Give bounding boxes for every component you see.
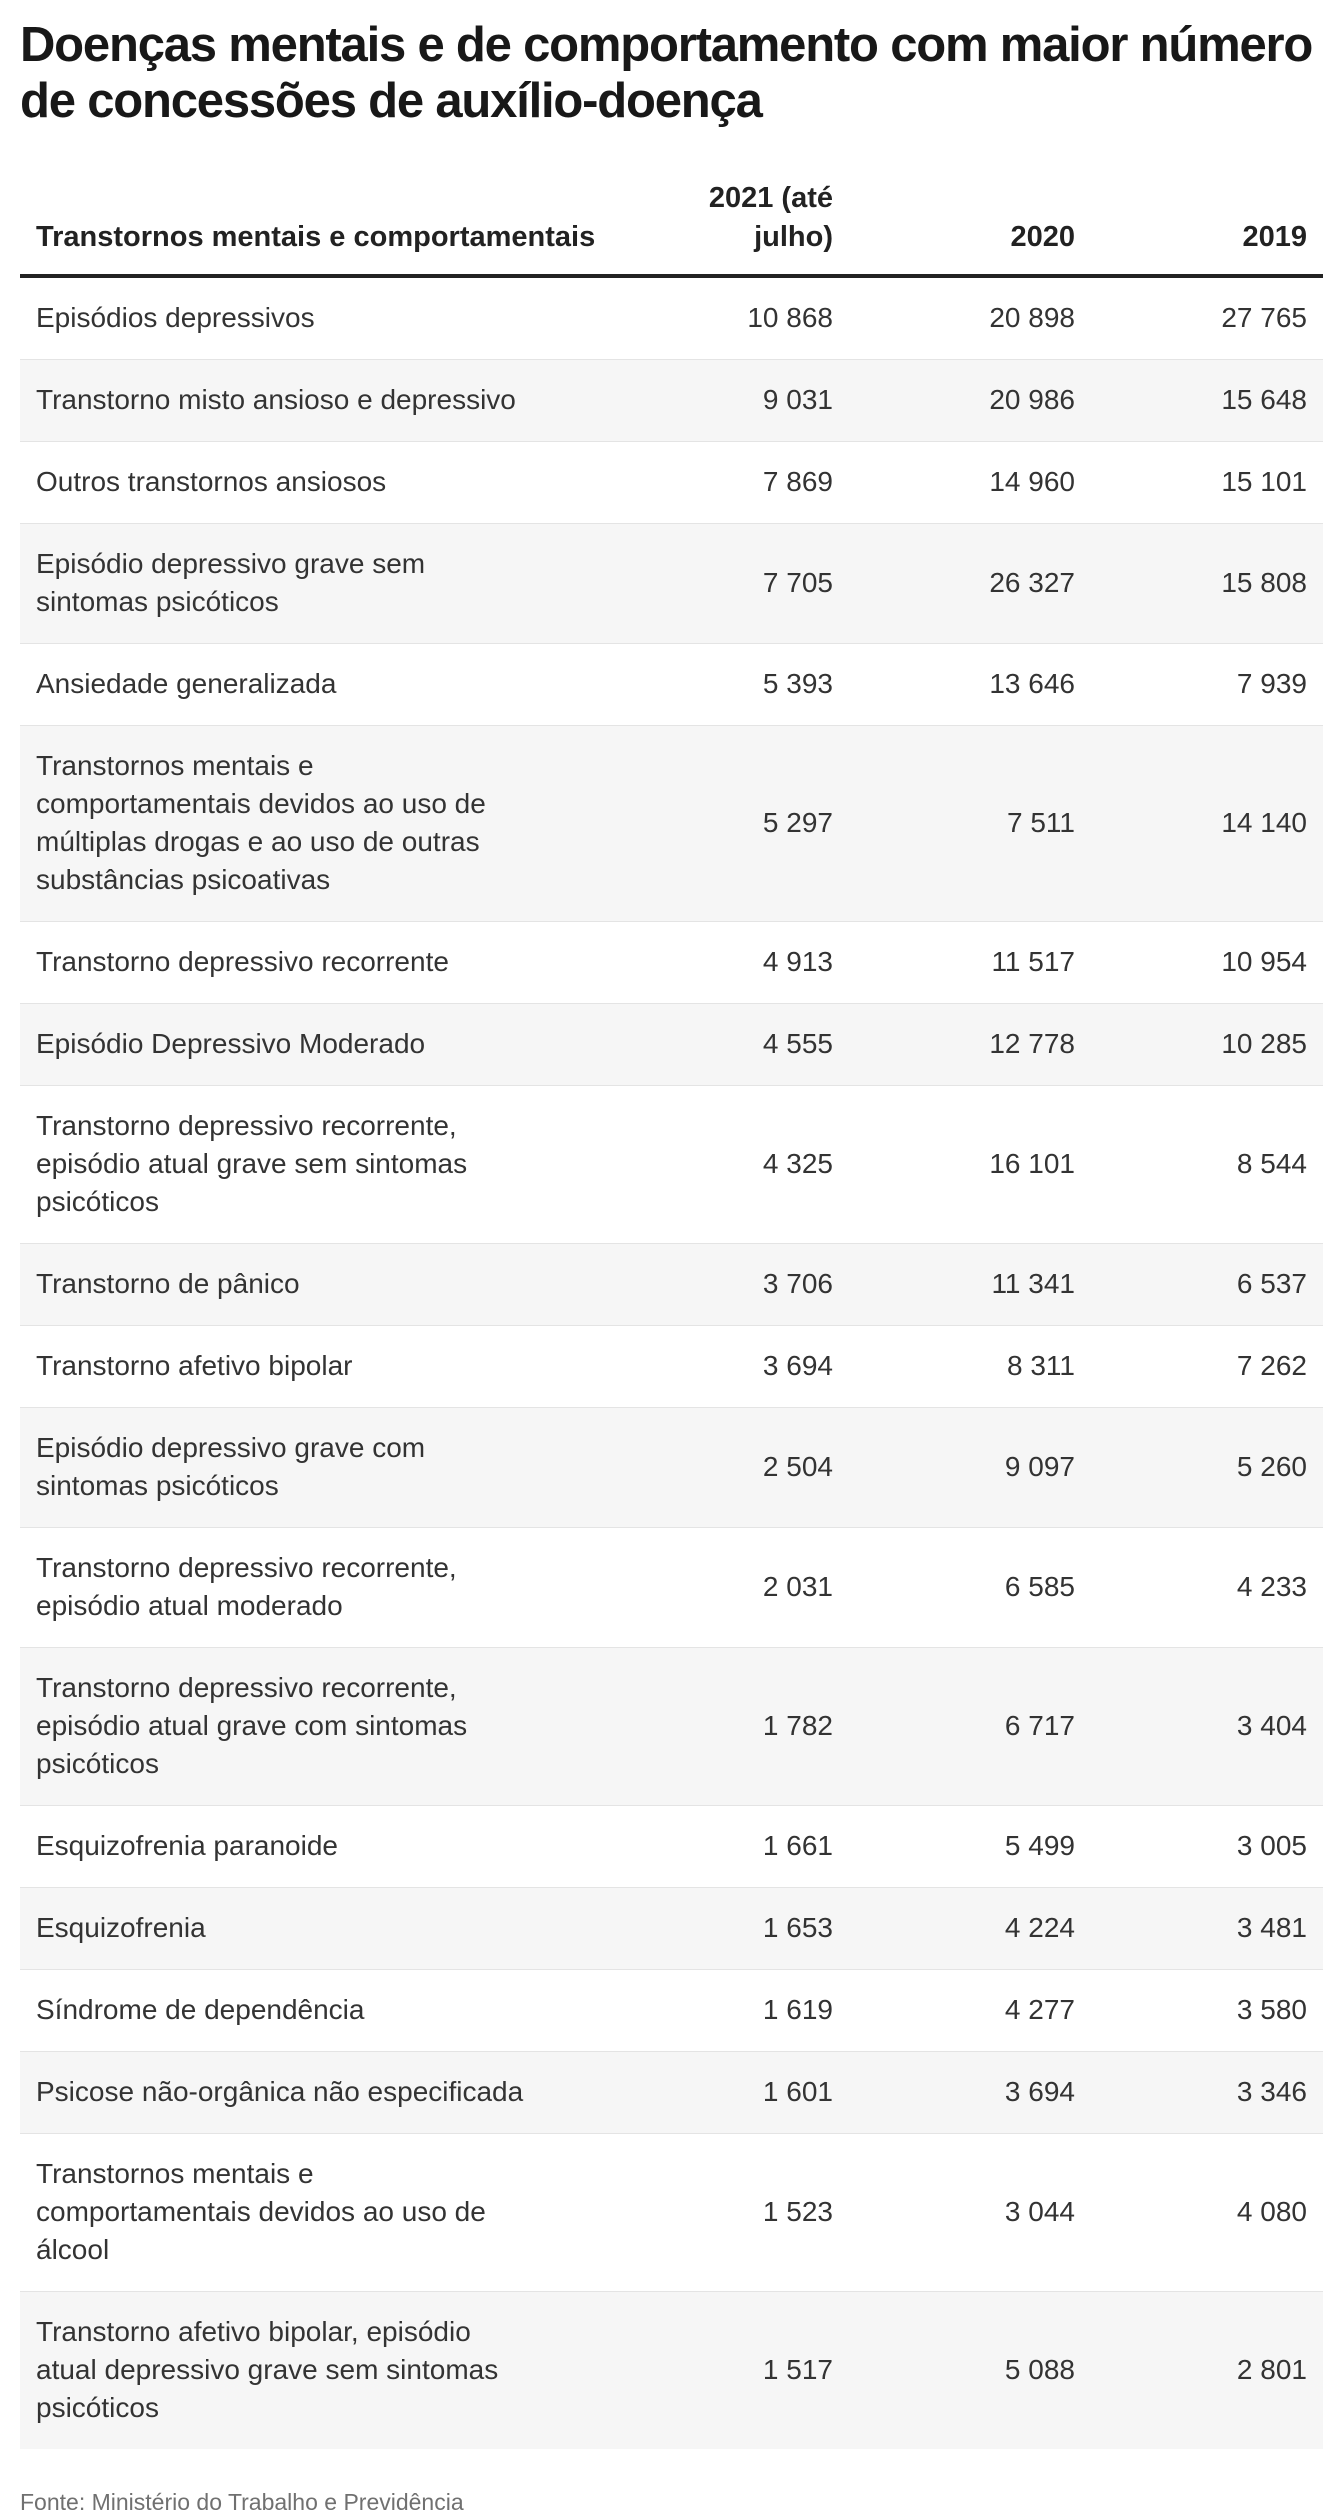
value-2019: 15 808: [1091, 524, 1323, 644]
value-2021: 7 705: [620, 524, 849, 644]
table-header-row: [20, 179, 1323, 276]
chart-container: [20, 0, 1323, 2517]
value-2021: 4 325: [620, 1086, 849, 1244]
table-row: [20, 1004, 1323, 1086]
value-2019: 10 954: [1091, 922, 1323, 1004]
row-label: Outros transtornos ansiosos: [20, 442, 620, 524]
value-2021: 2 504: [620, 1408, 849, 1528]
value-2020: 5 088: [849, 2292, 1091, 2450]
value-2019: 10 285: [1091, 1004, 1323, 1086]
table-row: [20, 922, 1323, 1004]
value-2020: 16 101: [849, 1086, 1091, 1244]
column-header-2019: 2019: [1091, 179, 1323, 276]
value-2019: 2 801: [1091, 2292, 1323, 2450]
value-2019: 3 346: [1091, 2052, 1323, 2134]
column-header-category: Transtornos mentais e comportamentais: [20, 179, 620, 276]
value-2019: 3 404: [1091, 1648, 1323, 1806]
value-2019: 4 233: [1091, 1528, 1323, 1648]
value-2021: 10 868: [620, 276, 849, 360]
value-2020: 13 646: [849, 644, 1091, 726]
table-row: [20, 1888, 1323, 1970]
page-title: Doenças mentais e de comportamento com maior número de concessões de auxílio-doença: [20, 18, 1313, 128]
value-2021: 1 782: [620, 1648, 849, 1806]
row-label: Ansiedade generalizada: [20, 644, 620, 726]
value-2020: 3 694: [849, 2052, 1091, 2134]
value-2021: 1 601: [620, 2052, 849, 2134]
value-2020: 4 224: [849, 1888, 1091, 1970]
row-label: Episódio depressivo grave sem sintomas psicóticos: [20, 524, 620, 644]
value-2019: 5 260: [1091, 1408, 1323, 1528]
value-2019: 3 005: [1091, 1806, 1323, 1888]
value-2021: 1 653: [620, 1888, 849, 1970]
value-2019: 27 765: [1091, 276, 1323, 360]
table-row: [20, 442, 1323, 524]
value-2019: 3 481: [1091, 1888, 1323, 1970]
value-2019: 15 648: [1091, 360, 1323, 442]
value-2019: 8 544: [1091, 1086, 1323, 1244]
value-2020: 11 517: [849, 922, 1091, 1004]
value-2021: 5 297: [620, 726, 849, 922]
table-row: [20, 644, 1323, 726]
table-row: [20, 726, 1323, 922]
value-2020: 12 778: [849, 1004, 1091, 1086]
value-2021: 9 031: [620, 360, 849, 442]
value-2020: 14 960: [849, 442, 1091, 524]
row-label: Transtorno afetivo bipolar: [20, 1326, 620, 1408]
row-label: Transtornos mentais e comportamentais devidos ao uso de múltiplas drogas e ao uso de outras substâncias psicoativas: [20, 726, 620, 922]
value-2020: 11 341: [849, 1244, 1091, 1326]
table-row: [20, 360, 1323, 442]
value-2020: 3 044: [849, 2134, 1091, 2292]
table-row: [20, 1528, 1323, 1648]
row-label: Esquizofrenia: [20, 1888, 620, 1970]
table-row: [20, 1326, 1323, 1408]
table-row: [20, 2292, 1323, 2450]
column-header-2020: 2020: [849, 179, 1091, 276]
value-2019: 14 140: [1091, 726, 1323, 922]
row-label: Transtorno afetivo bipolar, episódio atual depressivo grave sem sintomas psicóticos: [20, 2292, 620, 2450]
row-label: Transtorno misto ansioso e depressivo: [20, 360, 620, 442]
table-row: [20, 524, 1323, 644]
table-header: [20, 179, 1323, 276]
row-label: Esquizofrenia paranoide: [20, 1806, 620, 1888]
table-row: [20, 1648, 1323, 1806]
value-2021: 4 913: [620, 922, 849, 1004]
value-2021: 3 706: [620, 1244, 849, 1326]
value-2021: 4 555: [620, 1004, 849, 1086]
value-2019: 4 080: [1091, 2134, 1323, 2292]
value-2020: 6 585: [849, 1528, 1091, 1648]
table-row: [20, 1408, 1323, 1528]
value-2020: 9 097: [849, 1408, 1091, 1528]
value-2021: 1 523: [620, 2134, 849, 2292]
table-row: [20, 1806, 1323, 1888]
row-label: Transtornos mentais e comportamentais devidos ao uso de álcool: [20, 2134, 620, 2292]
row-label: Síndrome de dependência: [20, 1970, 620, 2052]
table-row: [20, 2052, 1323, 2134]
value-2020: 20 898: [849, 276, 1091, 360]
value-2019: 6 537: [1091, 1244, 1323, 1326]
value-2021: 5 393: [620, 644, 849, 726]
value-2019: 7 262: [1091, 1326, 1323, 1408]
value-2020: 7 511: [849, 726, 1091, 922]
value-2021: 3 694: [620, 1326, 849, 1408]
table-row: [20, 1244, 1323, 1326]
value-2019: 15 101: [1091, 442, 1323, 524]
row-label: Episódios depressivos: [20, 276, 620, 360]
table-body: [20, 276, 1323, 2449]
row-label: Episódio Depressivo Moderado: [20, 1004, 620, 1086]
row-label: Episódio depressivo grave com sintomas psicóticos: [20, 1408, 620, 1528]
data-table: [20, 179, 1323, 2449]
table-row: [20, 2134, 1323, 2292]
value-2019: 7 939: [1091, 644, 1323, 726]
value-2019: 3 580: [1091, 1970, 1323, 2052]
source-note: Fonte: Ministério do Trabalho e Previdência: [20, 2489, 464, 2515]
row-label: Transtorno de pânico: [20, 1244, 620, 1326]
row-label: Transtorno depressivo recorrente: [20, 922, 620, 1004]
row-label: Psicose não-orgânica não especificada: [20, 2052, 620, 2134]
table-row: [20, 1970, 1323, 2052]
row-label: Transtorno depressivo recorrente, episódio atual moderado: [20, 1528, 620, 1648]
value-2021: 2 031: [620, 1528, 849, 1648]
value-2020: 5 499: [849, 1806, 1091, 1888]
table-row: [20, 1086, 1323, 1244]
value-2020: 4 277: [849, 1970, 1091, 2052]
row-label: Transtorno depressivo recorrente, episódio atual grave com sintomas psicóticos: [20, 1648, 620, 1806]
value-2021: 1 661: [620, 1806, 849, 1888]
row-label: Transtorno depressivo recorrente, episódio atual grave sem sintomas psicóticos: [20, 1086, 620, 1244]
value-2021: 7 869: [620, 442, 849, 524]
table-row: [20, 276, 1323, 360]
value-2020: 26 327: [849, 524, 1091, 644]
value-2020: 8 311: [849, 1326, 1091, 1408]
column-header-2021: 2021 (até julho): [620, 179, 849, 276]
value-2021: 1 517: [620, 2292, 849, 2450]
value-2021: 1 619: [620, 1970, 849, 2052]
value-2020: 20 986: [849, 360, 1091, 442]
value-2020: 6 717: [849, 1648, 1091, 1806]
